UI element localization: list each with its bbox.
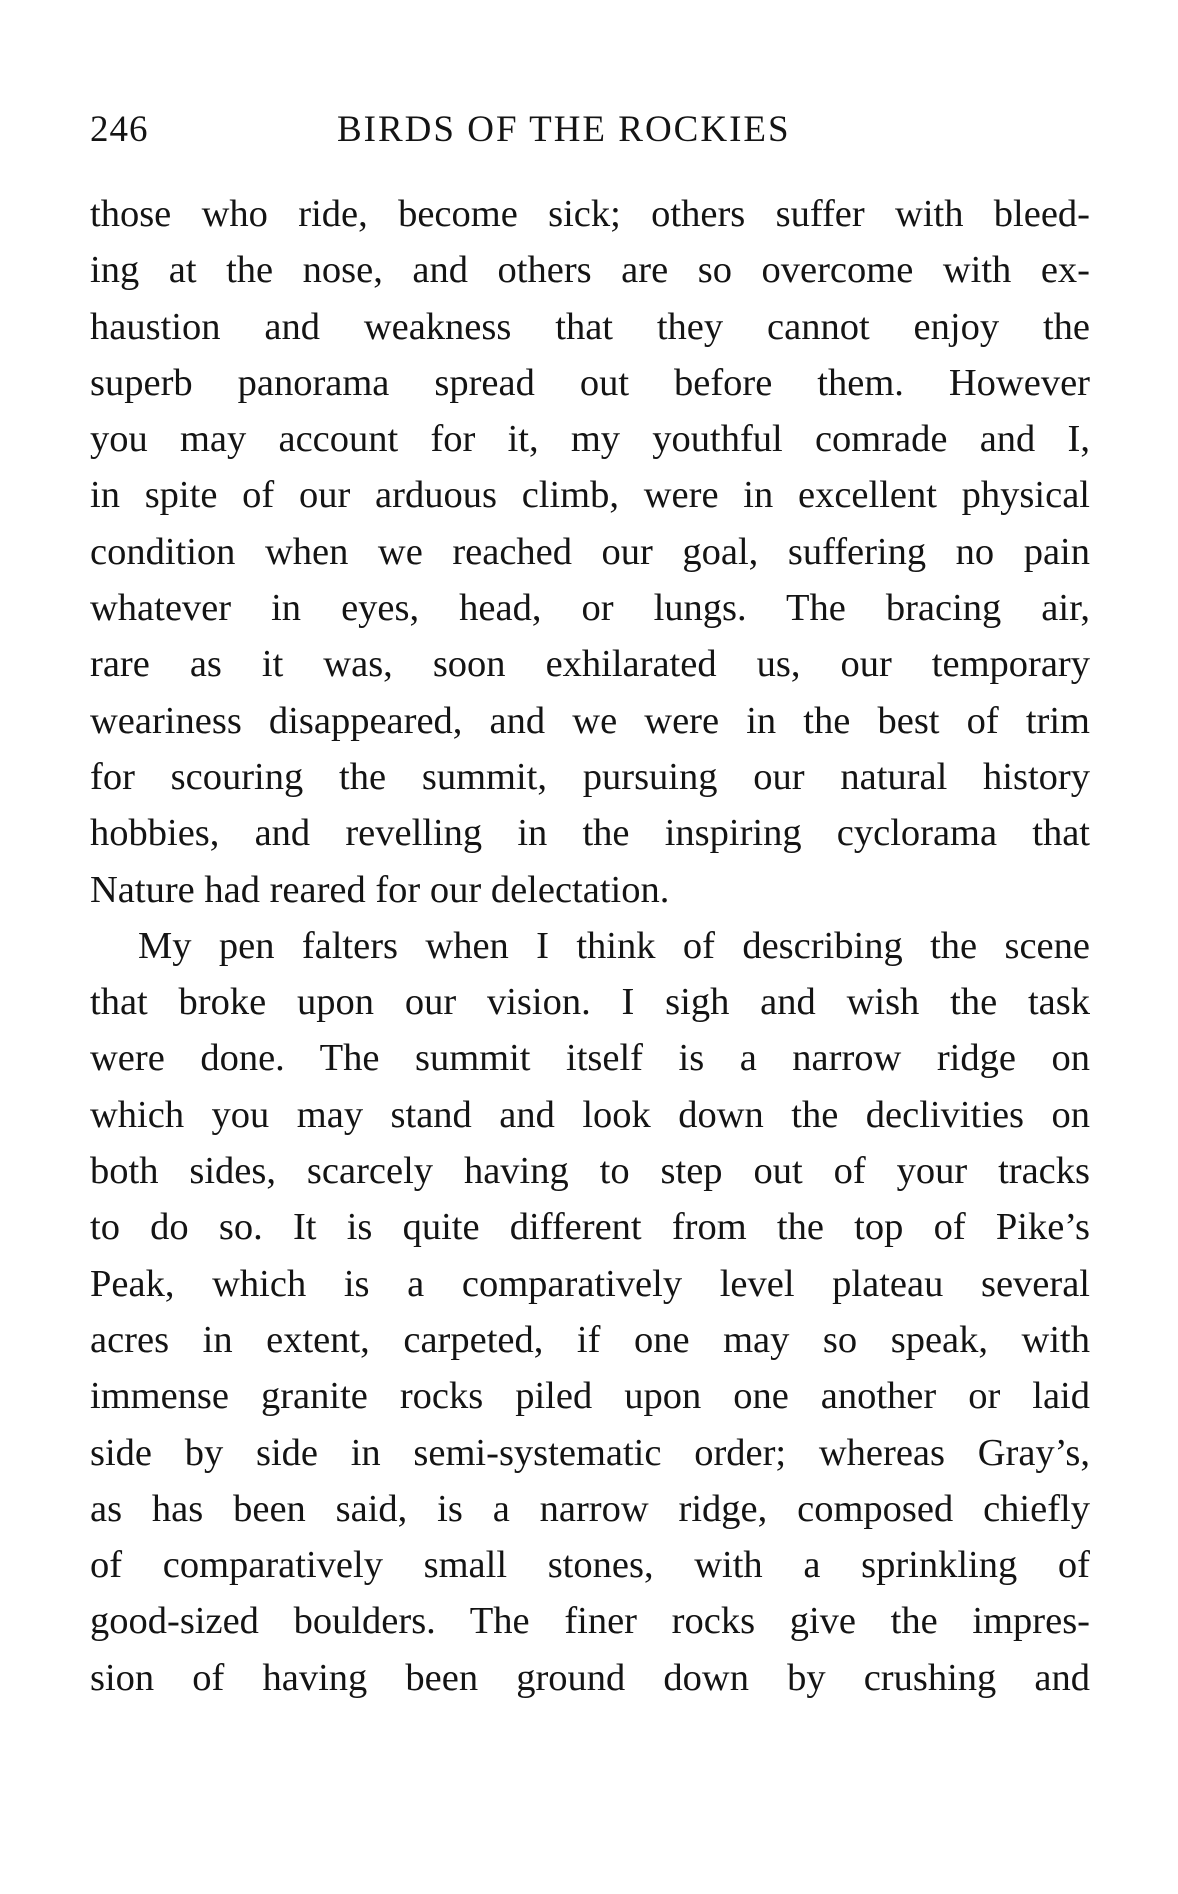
- text-line: side by side in semi-systematic order; whereas Gray’s,: [90, 1431, 1090, 1474]
- text-line: immense granite rocks piled upon one another or laid: [90, 1375, 1090, 1418]
- text-line: Nature had reared for our delectation.: [90, 868, 670, 911]
- text-line: My pen falters when I think of describing the scene: [138, 924, 1090, 967]
- text-line: which you may stand and look down the declivities on: [90, 1093, 1090, 1136]
- text-line: sion of having been ground down by crushing and: [90, 1656, 1090, 1699]
- text-line: Peak, which is a comparatively level plateau several: [90, 1262, 1090, 1305]
- text-line: in spite of our arduous climb, were in excellent physical: [90, 474, 1090, 517]
- text-line: ing at the nose, and others are so overcome with ex-: [90, 249, 1090, 292]
- text-line: as has been said, is a narrow ridge, composed chiefly: [90, 1487, 1090, 1530]
- text-line: acres in extent, carpeted, if one may so speak, with: [90, 1318, 1090, 1361]
- page-number: 246: [90, 109, 149, 150]
- text-line: superb panorama spread out before them. However: [90, 361, 1090, 404]
- text-line: weariness disappeared, and we were in the best of trim: [90, 699, 1090, 742]
- text-line: good-sized boulders. The finer rocks give the impres-: [90, 1600, 1090, 1643]
- text-line: for scouring the summit, pursuing our natural history: [90, 755, 1090, 798]
- text-line: those who ride, become sick; others suffer with bleed-: [90, 193, 1090, 235]
- text-line: you may account for it, my youthful comrade and I,: [90, 418, 1090, 461]
- text-line: that broke upon our vision. I sigh and wish the task: [90, 981, 1090, 1024]
- text-line: condition when we reached our goal, suffering no pain: [90, 530, 1090, 573]
- text-line: hobbies, and revelling in the inspiring cyclorama that: [90, 812, 1090, 855]
- text-line: to do so. It is quite different from the top of Pike’s: [90, 1206, 1090, 1249]
- text-line: of comparatively small stones, with a sprinkling of: [90, 1544, 1090, 1587]
- running-title: BIRDS OF THE ROCKIES: [337, 109, 791, 150]
- text-line: whatever in eyes, head, or lungs. The bracing air,: [90, 587, 1090, 630]
- page-header: [90, 108, 1010, 154]
- text-line: rare as it was, soon exhilarated us, our temporary: [90, 643, 1090, 686]
- text-line: haustion and weakness that they cannot enjoy the: [90, 305, 1090, 348]
- text-line: were done. The summit itself is a narrow ridge on: [90, 1037, 1090, 1080]
- text-line: both sides, scarcely having to step out of your tracks: [90, 1150, 1090, 1193]
- body-text: [90, 186, 1090, 1706]
